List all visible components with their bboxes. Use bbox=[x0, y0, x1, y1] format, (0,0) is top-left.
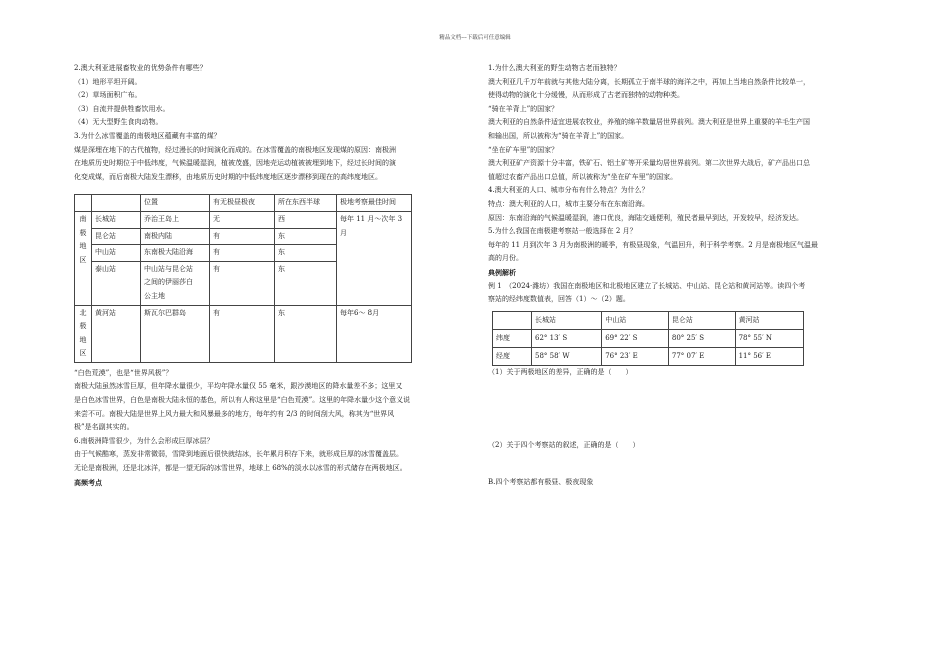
station-polar: 有 bbox=[210, 228, 275, 245]
q3-text: 煤是深埋在地下的古代植物，经过漫长的时间演化而成的。在冰雪覆盖的南极地区发现煤的原因：南极洲 bbox=[74, 145, 396, 154]
table-row bbox=[75, 211, 412, 228]
station-name: 中山站 bbox=[92, 245, 141, 262]
page-header: 精品文档---下载后可任意编辑 bbox=[439, 35, 511, 41]
table-header-cell bbox=[493, 311, 532, 329]
table-cell: 纬度 bbox=[493, 329, 532, 347]
option-b: B.四个考察站都有极昼、极夜现象 bbox=[488, 477, 594, 486]
table-header-cell: 位置 bbox=[141, 195, 210, 212]
south-pole-label: 南 极 地 区 bbox=[75, 211, 92, 305]
north-pole-label: 北 极 地 区 bbox=[75, 305, 92, 362]
q5-text: 每年的 11 月到次年 3 月为南极洲的暖季，有极昼现象，气温回升，利于科学考察。2 月是南极地区气温最 bbox=[488, 240, 818, 249]
table-header-row bbox=[493, 311, 804, 329]
station-hemisphere: 西 bbox=[275, 211, 337, 228]
sub-question-2: （2）关于四个考察站的叙述，正确的是（ ） bbox=[488, 441, 640, 450]
station-name: 泰山站 bbox=[92, 261, 141, 305]
q6-text: 由于气候酷寒，蒸发非常微弱，雪降到地面后很快就结冰，长年累月积存下来，就形成巨厚的冰雪覆盖层。 bbox=[74, 450, 403, 459]
station-position: 斯瓦尔巴群岛 bbox=[141, 305, 210, 362]
south-best-time: 每年 11 月～次年 3 月 bbox=[337, 211, 412, 305]
q4-text: 特点：澳大利亚的人口，城市主要分布在东南沿海。 bbox=[488, 199, 649, 208]
q6-text: 无论是南极洲，还是北冰洋，都是一望无际的冰雪世界，地球上 68%的淡水以冰雪的形式储存在两极地区。 bbox=[74, 464, 407, 473]
left-column bbox=[74, 62, 467, 489]
sheep-text: 和输出国，所以被称为“骑在羊背上”的国家。 bbox=[488, 131, 629, 140]
station-name: 长城站 bbox=[92, 211, 141, 228]
sheep-title: “骑在羊背上”的国家？ bbox=[488, 104, 559, 113]
q4-title: 4.澳大利亚的人口、城市分布有什么特点？为什么？ bbox=[488, 186, 649, 195]
table-header-cell bbox=[92, 195, 141, 212]
sheep-text: 澳大利亚的自然条件适宜进展农牧业，养殖的绵羊数量居世界前列。澳大利亚是世界上重要的羊毛生产国 bbox=[488, 118, 810, 127]
table-header-cell: 极地考察最佳时间 bbox=[337, 195, 412, 212]
white-desert-text: 是白色冰雪世界，白色是南极大陆永恒的基色，所以有人称这里是“白色荒漠”。这里的年降水量少这个意义说 bbox=[74, 396, 411, 405]
section-heading: 高频考点 bbox=[74, 477, 102, 487]
station-name: 昆仑站 bbox=[92, 228, 141, 245]
table-cell: 80° 25′ S bbox=[668, 329, 735, 347]
q6-title: 6.南极洲降雪很少，为什么会形成巨厚冰层？ bbox=[74, 436, 214, 445]
section-heading: 典例解析 bbox=[488, 267, 516, 277]
table-cell: 经度 bbox=[493, 347, 532, 365]
q4-text: 原因：东南沿海的气候温暖湿润，港口优良，海陆交通便利，殖民者最早到达，开发较早，经济发达。 bbox=[488, 213, 803, 222]
station-hemisphere: 东 bbox=[275, 228, 337, 245]
q5-title: 5.为什么我国在南极建考察站一般选择在 2 月？ bbox=[488, 227, 637, 236]
mine-text: 值超过农畜产品出口总值，所以被称为“坐在矿车里”的国家。 bbox=[488, 172, 678, 181]
station-polar: 有 bbox=[210, 245, 275, 262]
q2-item: （4）无大型野生食肉动物。 bbox=[74, 118, 163, 127]
station-position: 乔治王岛上 bbox=[141, 211, 210, 228]
table-header-cell: 黄河站 bbox=[735, 311, 803, 329]
example-text: 例 1 （2024·潍坊）我国在南极地区和北极地区建立了长城站、中山站、昆仑站和黄河站等。读四个考 bbox=[488, 281, 806, 290]
sub-question-1: （1）关于两极地区的差异，正确的是（ ） bbox=[488, 367, 633, 376]
q5-text: 高的月份。 bbox=[488, 254, 523, 263]
table-header-cell: 昆仑站 bbox=[668, 311, 735, 329]
station-hemisphere: 东 bbox=[275, 245, 337, 262]
white-desert-text: 来尝不可。南极大陆是世界上风力最大和风暴最多的地方，每年约有 2/3 的时间刮大风，称其为“世界风 bbox=[74, 409, 395, 418]
white-desert-title: “白色荒漠”，也是“世界风极”？ bbox=[74, 368, 173, 377]
q3-text: 化变成煤，而后南极大陆发生漂移，由地质历史时期的中低纬度地区逐步漂移到现在的高纬度地区。 bbox=[74, 172, 382, 181]
station-polar: 有 bbox=[210, 305, 275, 362]
q2-item: （3）自流井提供牲畜饮用水。 bbox=[74, 104, 170, 113]
station-polar: 无 bbox=[210, 211, 275, 228]
table-cell: 76° 23′ E bbox=[602, 347, 669, 365]
station-polar: 有 bbox=[210, 261, 275, 305]
table-cell: 58° 58′ W bbox=[532, 347, 602, 365]
station-position: 南极内陆 bbox=[141, 228, 210, 245]
right-column bbox=[488, 62, 880, 489]
table-cell: 11° 56′ E bbox=[735, 347, 803, 365]
white-desert-text: 南极大陆虽然冰雪巨厚，但年降水量很少，平均年降水量仅 55 毫米，跟沙漠地区的降水量差不多；这里又 bbox=[74, 382, 403, 391]
table-header-cell bbox=[75, 195, 92, 212]
table-header-row bbox=[75, 195, 412, 212]
q1-text: 使得动物的演化十分缓慢，从而形成了古老而独特的动物种类。 bbox=[488, 91, 684, 100]
table-cell: 78° 55′ N bbox=[735, 329, 803, 347]
station-name: 黄河站 bbox=[92, 305, 141, 362]
coordinates-table bbox=[492, 311, 804, 366]
table-row bbox=[493, 347, 804, 365]
q1-title: 1.为什么澳大利亚的野生动物古老而独特？ bbox=[488, 64, 621, 72]
table-cell: 69° 22′ S bbox=[602, 329, 669, 347]
q2-title: 2.澳大利亚进展畜牧业的优势条件有哪些？ bbox=[74, 64, 207, 72]
table-header-cell: 中山站 bbox=[602, 311, 669, 329]
table-cell: 77° 07′ E bbox=[668, 347, 735, 365]
q2-item: （2）草场面积广布。 bbox=[74, 91, 142, 100]
q2-item: （1）地形平坦开阔。 bbox=[74, 77, 142, 86]
white-desert-text: 极”是名副其实的。 bbox=[74, 423, 134, 432]
table-header-cell: 有无极昼极夜 bbox=[210, 195, 275, 212]
example-text: 察站的经纬度数值表，回答（1）～（2）题。 bbox=[488, 295, 630, 304]
q3-title: 3.为什么冰雪覆盖的南极地区蕴藏有丰富的煤？ bbox=[74, 131, 221, 140]
table-header-cell: 长城站 bbox=[532, 311, 602, 329]
stations-table bbox=[74, 194, 412, 363]
q3-text: 在地质历史时期位于中低纬度，气候温暖湿润，植被茂盛，因地壳运动植被被埋到地下，经过长时间的演 bbox=[74, 159, 396, 168]
table-row bbox=[75, 305, 412, 362]
table-cell: 62° 13′ S bbox=[532, 329, 602, 347]
station-position: 中山站与昆仑站 之间的伊丽莎白 公主地 bbox=[141, 261, 210, 305]
station-hemisphere: 东 bbox=[275, 261, 337, 305]
table-header-cell: 所在东西半球 bbox=[275, 195, 337, 212]
mine-text: 澳大利亚矿产资源十分丰富，铁矿石、铝土矿等开采量均居世界前列。第二次世界大战后，矿产品出口总 bbox=[488, 159, 810, 168]
mine-title: “坐在矿车里”的国家？ bbox=[488, 145, 559, 154]
table-row bbox=[493, 329, 804, 347]
station-hemisphere: 东 bbox=[275, 305, 337, 362]
q1-text: 澳大利亚几千万年前就与其他大陆分离，长期孤立于南半球的海洋之中，再加上当地自然条件比较单一， bbox=[488, 77, 810, 86]
north-best-time: 每年6～ 8月 bbox=[337, 305, 412, 362]
station-position: 东南极大陆沿海 bbox=[141, 245, 210, 262]
